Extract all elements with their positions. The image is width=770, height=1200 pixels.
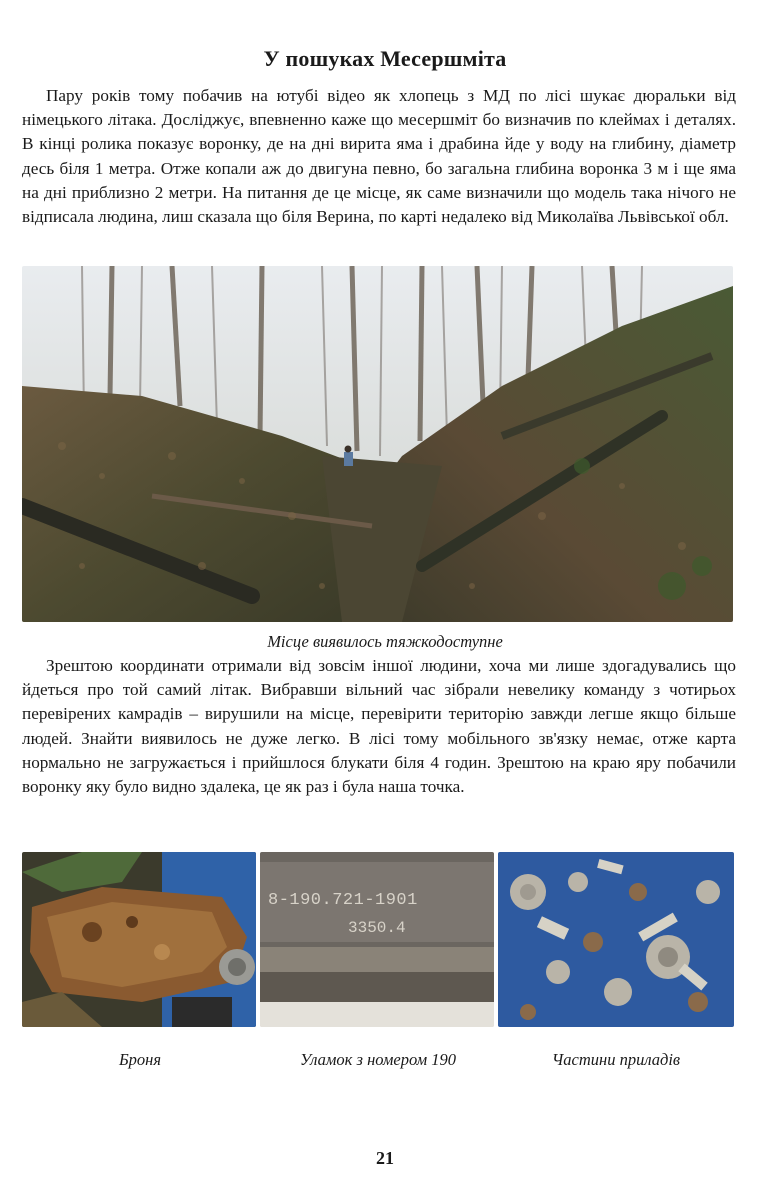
instrument-parts-caption: Частини приладів: [551, 1050, 681, 1069]
number-plate-line-1: 8-190.721-1901: [268, 891, 418, 910]
armor-caption: Броня: [118, 1050, 162, 1069]
main-photo-caption: Місце виявилось тяжкодоступне: [267, 632, 503, 651]
instrument-parts-photo: [498, 852, 734, 1027]
page-number: 21: [376, 1148, 394, 1168]
number-fragment-caption: Уламок з номером 190: [299, 1050, 457, 1069]
forest-ravine-photo: [22, 266, 733, 622]
number-fragment-photo: [260, 852, 494, 1027]
armor-photo: [22, 852, 256, 1027]
page-title: У пошуках Месершміта: [263, 46, 507, 71]
paragraph-search: Зрештою координати отримали від зовсім іншої людини, хоча ми лише здогадувались що йдеться про той самий літак. Вибравши вільний час зібрали невелику команду з чотирьох перевірених камрадів – вирушили на місце, перевірити територію завжди легше якщо більше людей. Знайти виявилось не дуже легко. В лісі тому мобільного зв'язку немає, отже карта нормально не загружається і прийшлося блукати біля 4 годин. Зрештою на краю яру побачили воронку яку було видно здалека, це як раз і була наша точка.: [22, 656, 736, 797]
paragraph-intro: Пару років тому побачив на ютубі відео як хлопець з МД по лісі шукає дюральки від німецького літака. Досліджує, впевненно каже що месершміт бо визначив по клеймах і деталях. В кінці ролика показує воронку, де на дні вирита яма і драбина йде у воду на глибину, діаметр десь біля 1 метра. Отже копали аж до двигуна певно, бо загальна глибина воронка 3 м і ще яма на дні приблизно 2 метри. На питання де це місце, як саме визначили що модель така нічого не відписала людина, лиш сказала що біля Верина, по карті недалеко від Миколаїва Львівської обл.: [22, 86, 736, 227]
number-plate-line-2: 3350.4: [348, 919, 406, 937]
